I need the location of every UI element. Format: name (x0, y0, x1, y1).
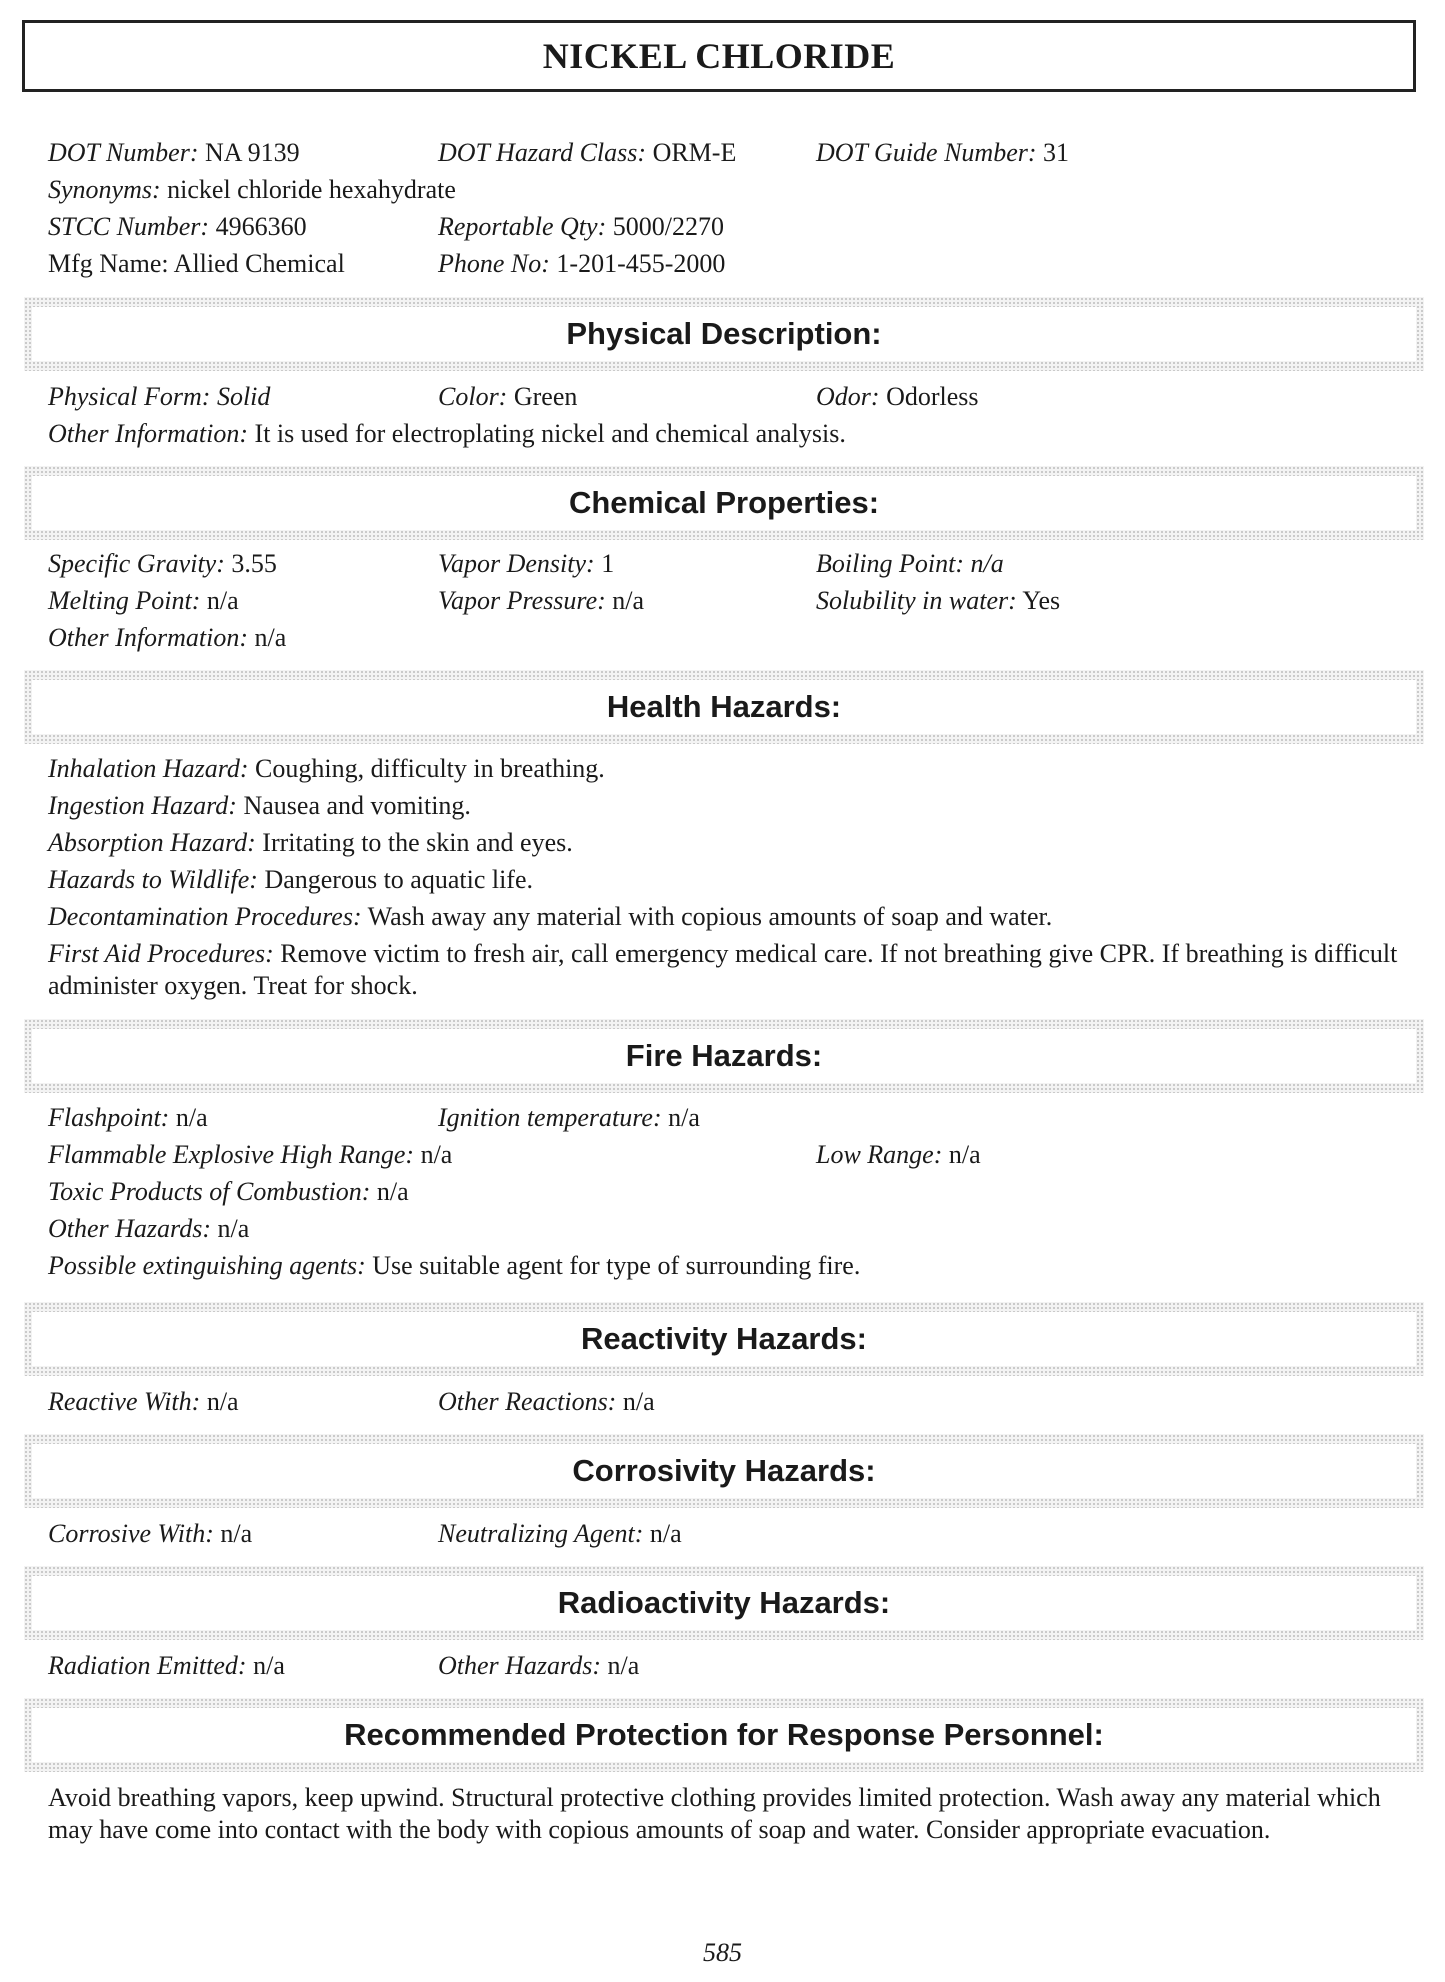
section-band-chemical (24, 466, 1424, 540)
physical-other-info: Other Information: It is used for electroplating nickel and chemical analysis. (48, 419, 846, 448)
solubility-field: Solubility in water: Yes (816, 586, 1061, 615)
vapor-pressure-field: Vapor Pressure: n/a (438, 586, 645, 615)
protection-text: Avoid breathing vapors, keep upwind. Structural protective clothing provides limited protection. Wash away any material which may have come into contact with the body with copious amounts of soap and water. Consider appropriate evacuation. (48, 1783, 1381, 1844)
section-heading-reactivity: Reactivity Hazards: (32, 1312, 1416, 1366)
boiling-point-field: Boiling Point: n/a (816, 549, 1004, 578)
low-range-field: Low Range: n/a (816, 1140, 981, 1169)
section-band-physical (24, 297, 1424, 371)
section-band-reactivity (24, 1302, 1424, 1376)
radiation-emitted-field: Radiation Emitted: n/a (48, 1651, 285, 1680)
section-band-fire (24, 1019, 1424, 1093)
section-band-radioactivity (24, 1566, 1424, 1640)
physical-form-field: Physical Form: Solid (48, 382, 271, 411)
high-range-field: Flammable Explosive High Range: n/a (48, 1140, 453, 1169)
other-reactions-field: Other Reactions: n/a (438, 1387, 655, 1416)
health-first-aid: First Aid Procedures: Remove victim to fresh air, call emergency medical care. If not breathing give CPR. If breathing is difficult administer oxygen. Treat for shock. (48, 939, 1398, 1000)
dot-number-field: DOT Number: NA 9139 (48, 138, 300, 167)
chemical-other-info: Other Information: n/a (48, 623, 287, 652)
specific-gravity-field: Specific Gravity: 3.55 (48, 549, 277, 578)
odor-field: Odor: Odorless (816, 382, 979, 411)
section-heading-fire: Fire Hazards: (32, 1029, 1416, 1083)
corrosive-with-field: Corrosive With: n/a (48, 1519, 253, 1548)
fire-other-hazards-field: Other Hazards: n/a (48, 1214, 250, 1243)
color-field: Color: Green (438, 382, 578, 411)
reactive-with-field: Reactive With: n/a (48, 1387, 239, 1416)
radio-other-hazards-field: Other Hazards: n/a (438, 1651, 640, 1680)
mfg-name-field: Mfg Name: Allied Chemical (48, 249, 345, 278)
section-heading-protection: Recommended Protection for Response Personnel: (32, 1708, 1416, 1762)
melting-point-field: Melting Point: n/a (48, 586, 239, 615)
section-heading-chemical: Chemical Properties: (32, 476, 1416, 530)
dot-guide-number-field: DOT Guide Number: 31 (816, 138, 1070, 167)
toxic-products-field: Toxic Products of Combustion: n/a (48, 1177, 409, 1206)
section-band-corrosivity (24, 1434, 1424, 1508)
dot-hazard-class-field: DOT Hazard Class: ORM-E (438, 138, 737, 167)
page-title: NICKEL CHLORIDE (22, 20, 1416, 92)
section-band-protection (24, 1698, 1424, 1772)
section-heading-radioactivity: Radioactivity Hazards: (32, 1576, 1416, 1630)
stcc-number-field: STCC Number: 4966360 (48, 212, 307, 241)
section-heading-physical: Physical Description: (32, 307, 1416, 361)
section-heading-health: Health Hazards: (32, 680, 1416, 734)
ignition-temperature-field: Ignition temperature: n/a (438, 1103, 700, 1132)
phone-number-field: Phone No: 1-201-455-2000 (438, 249, 726, 278)
synonyms-field: Synonyms: nickel chloride hexahydrate (48, 175, 456, 204)
neutralizing-agent-field: Neutralizing Agent: n/a (438, 1519, 682, 1548)
extinguishing-agents-field: Possible extinguishing agents: Use suitable agent for type of surrounding fire. (48, 1251, 861, 1280)
flashpoint-field: Flashpoint: n/a (48, 1103, 208, 1132)
vapor-density-field: Vapor Density: 1 (438, 549, 615, 578)
page-number: 585 (703, 1938, 742, 1967)
section-band-health (24, 670, 1424, 744)
section-heading-corrosivity: Corrosivity Hazards: (32, 1444, 1416, 1498)
reportable-qty-field: Reportable Qty: 5000/2270 (438, 212, 724, 241)
